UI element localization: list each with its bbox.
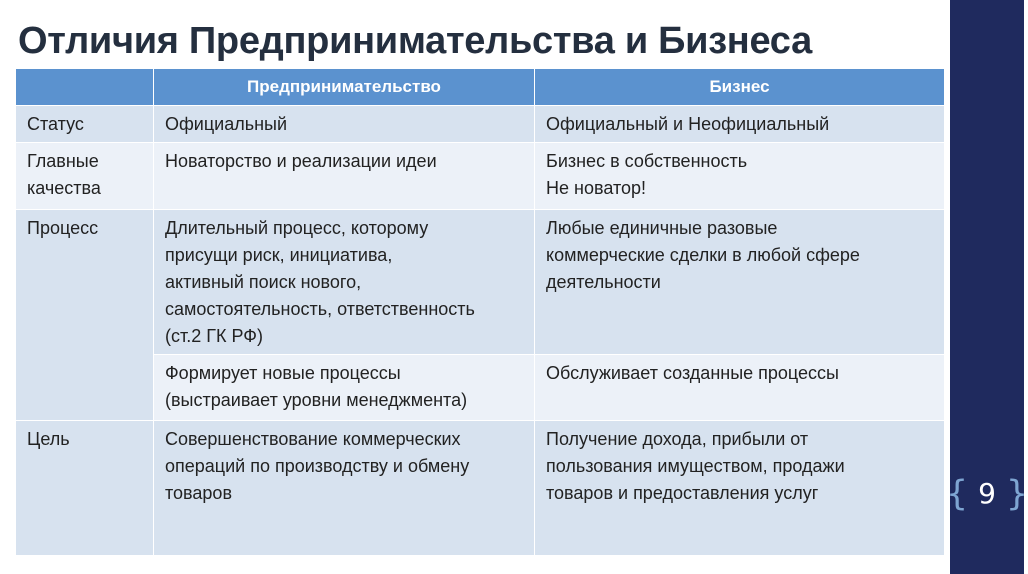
table-header-row: [16, 69, 945, 106]
criteria-line: качества: [27, 178, 101, 198]
business-activity-line: (выстраивает уровни менеджмента): [165, 390, 468, 410]
business-activity-line: присущи риск, инициатива,: [165, 245, 393, 265]
right-brace-icon: }: [1005, 473, 1028, 514]
criteria-line: Процесс: [27, 218, 99, 238]
comparison-table: [15, 68, 945, 556]
business-activity-line: Длительный процесс, которому: [165, 218, 429, 238]
business-cell-status: [535, 106, 945, 143]
business-line: Бизнес в собственность: [546, 151, 748, 171]
business-line: Получение дохода, прибыли от: [546, 429, 809, 449]
business-activity-line: товаров: [165, 483, 233, 503]
business-activity-line: Официальный: [165, 114, 288, 134]
header-business-activity: Предпринимательство: [154, 69, 535, 106]
business-cell-process-continuation: [535, 355, 945, 421]
left-brace-icon: {: [945, 473, 969, 514]
business-line: Любые единичные разовые: [546, 218, 778, 238]
business-cell-purpose: [535, 421, 945, 556]
header-criteria: [16, 69, 154, 106]
business-activity-line: самостоятельность, ответственность: [165, 299, 475, 319]
criteria-cell-purpose: [16, 421, 154, 556]
business-activity-cell-status: [154, 106, 535, 143]
table-row-status: [16, 106, 945, 143]
business-activity-cell-process: [154, 210, 535, 355]
business-activity-line: операций по производству и обмену: [165, 456, 470, 476]
business-activity-line: Совершенствование коммерческих: [165, 429, 461, 449]
page-number-indicator: [945, 466, 1028, 522]
business-line: пользования имуществом, продажи: [546, 456, 845, 476]
table-body: [16, 106, 945, 556]
business-activity-cell-purpose: [154, 421, 535, 556]
table-header: [16, 69, 945, 106]
criteria-cell-status: [16, 106, 154, 143]
business-line: коммерческие сделки в любой сфере: [546, 245, 860, 265]
business-line: деятельности: [546, 272, 661, 292]
criteria-line: Главные: [27, 151, 99, 171]
business-cell-main-qualities: [535, 143, 945, 210]
table-row-process: [16, 210, 945, 355]
business-activity-line: Новаторство и реализации идеи: [165, 151, 437, 171]
criteria-cell-process: [16, 210, 154, 421]
page-number: 9: [978, 477, 996, 510]
business-activity-line: (ст.2 ГК РФ): [165, 326, 263, 346]
business-activity-cell-main-qualities: [154, 143, 535, 210]
business-activity-line: активный поиск нового,: [165, 272, 362, 292]
criteria-line: Цель: [27, 429, 70, 449]
table-row-process-continuation: [16, 355, 945, 421]
criteria-cell-main-qualities: [16, 143, 154, 210]
business-line: товаров и предоставления услуг: [546, 483, 819, 503]
business-cell-process: [535, 210, 945, 355]
business-line: Не новатор!: [546, 178, 647, 198]
criteria-line: Статус: [27, 114, 84, 134]
business-activity-line: Формирует новые процессы: [165, 363, 401, 383]
table-row-purpose: [16, 421, 945, 556]
header-business: Бизнес: [535, 69, 945, 106]
business-activity-cell-process-continuation: [154, 355, 535, 421]
table-row-main-qualities: [16, 143, 945, 210]
business-line: Обслуживает созданные процессы: [546, 363, 839, 383]
slide-title: Отличия Предпринимательства и Бизнеса: [18, 20, 812, 62]
business-line: Официальный и Неофициальный: [546, 114, 830, 134]
